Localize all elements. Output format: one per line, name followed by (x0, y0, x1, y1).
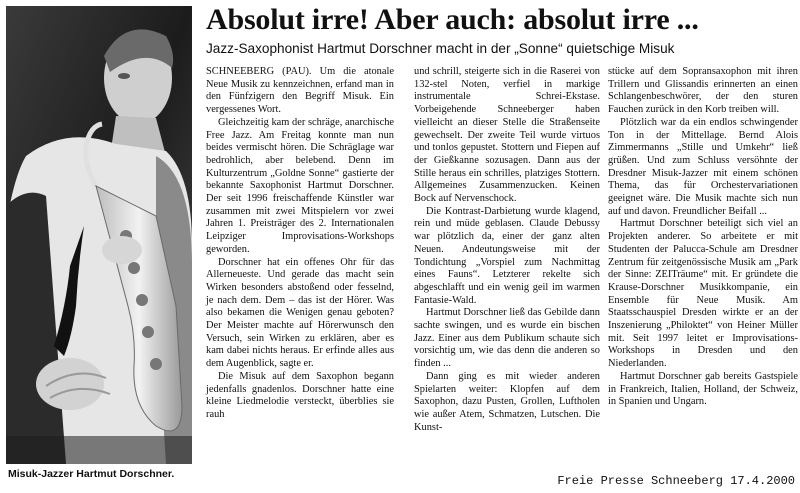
paragraph: Dorschner hat ein offenes Ohr für das Allerneueste. Und gerade das macht sein Wirken besonders abstoßend oder fesselnd, je nach dem. Dem – das ist der Hörer. Was also bekamen die Wenigen genau geboten? Der Meister machte auf Hörerwunsch den Versuch, sein Wirken zu erklären, aber es kam dabei nichts heraus. Er erfinde alles aus dem Augenblick, sagte er. (206, 256, 394, 370)
paragraph: stücke auf dem Sopransaxophon mit ihren Trillern und Glissandis erinnerten an einen Schlangenbeschwörer, der den sturen Fauchen zurück in den Korb treiben will. (608, 66, 798, 116)
article-photo (6, 6, 192, 464)
article-column-1 (206, 66, 394, 422)
paragraph: Hartmut Dorschner gab bereits Gastspiele in Frankreich, Italien, Holland, der Schweiz, in Spanien und Ungarn. (608, 370, 798, 408)
paragraph: Dann ging es mit wieder anderen Spielarten weiter: Klopfen auf dem Saxophon, dazu Pusten, Grollen, Luftholen wie außer Atem, Schmatzen, Lutschen. Die Kunst- (414, 370, 600, 433)
source-line: Freie Presse Schneeberg 17.4.2000 (557, 474, 795, 488)
paragraph: Gleichzeitig kam der schräge, anarchische Free Jazz. Am Freitag konnte man nun beides vermischt hören. Die Schräglage war bedrohlich, aber belebend. Denn im Kulturzentrum „Goldne Sonne“ gastierte der bekannte Saxophonist Hartmut Dorschner. Der seit 1996 freischaffende Künstler war zusammen mit zwei Mitspielern vor zwei Jahren 1. Preisträger des 2. Internationalen Leipziger Improvisations-Workshops geworden. (206, 116, 394, 255)
photo-caption: Misuk-Jazzer Hartmut Dorschner. (8, 468, 175, 480)
article-column-2 (414, 66, 600, 434)
paragraph: Plötzlich war da ein endlos schwingender Ton in der Mittellage. Bernd Alois Zimmermanns „Stille und Umkehr“ ließ grüßen. Und zum Schluss versöhnte der Dresdner Misuk-Jazzer mit einem schönen Thema, das für Orchestervariationen geeignet wäre. Die Musik machte sich nun auf und davon. Freundlicher Beifall ... (608, 116, 798, 217)
article-subhead: Jazz-Saxophonist Hartmut Dorschner macht in der „Sonne“ quietschige Misuk (206, 41, 675, 56)
paragraph: Die Misuk auf dem Saxophon begann jedenfalls gnadenlos. Dorschner hatte eine kleine Liedmelodie versteckt, überblies sie rauh (206, 370, 394, 420)
saxophonist-photo-image (6, 6, 192, 464)
paragraph: SCHNEEBERG (PAU). Um die atonale Neue Musik zu kennzeichnen, erfand man in den Fünfzigern den Begriff Misuk. Ein vergessenes Wort. (206, 66, 394, 116)
paragraph: Hartmut Dorschner beteiligt sich viel an Projekten anderer. So arbeitete er mit Studenten der Palucca-Schule am Dresdner Zentrum für zeitgenössische Musik am „Park der Sinne: ZEITräume“ mit. Er gründete die Krause-Dorschner Musikkompanie, ein Ensemble für Neue Musik. Am Staatsschauspiel Dresden wirkte er an der Inszenierung „Philoktet“ von Heiner Müller mit. Seit 1997 leitet er Improvisations-Workshops in Dresden und den Niederlanden. (608, 218, 798, 370)
paragraph: und schrill, steigerte sich in die Raserei von 132-stel Noten, verfiel in markige instrumentale Schrei-Ekstase. Vorbeigehende Schneeberger haben vielleicht an dieser Stelle die Straßenseite gewechselt. Der zweite Teil wurde virtuos und tonlos gepustet. Stottern und Fiepen auf der Gießkanne sozusagen. Dann aus der Stille heraus ein schrilles, platziges Stottern. Allgemeines Zusammenzucken. Keinen Bock auf Nervenschock. (414, 66, 600, 205)
article-column-3 (608, 66, 798, 409)
paragraph: Die Kontrast-Darbietung wurde klagend, rein und müde geblasen. Claude Debussy war plötzlich da, einer der ganz alten Neuen. Andeutungsweise mit der Tondichtung „Vorspiel zum Nachmittag eines Fauns“. Letzterer rekelte sich abgeschlafft und ein wenig geil im warmen Fantasie-Wald. (414, 205, 600, 306)
article-headline: Absolut irre! Aber auch: absolut irre ... (206, 3, 699, 36)
paragraph: Hartmut Dorschner ließ das Gebilde dann sachte swingen, und es wurde ein bischen Jazz. Einer aus dem Publikum schaute sich vorsichtig um, wie das denn die anderen so finden ... (414, 307, 600, 370)
